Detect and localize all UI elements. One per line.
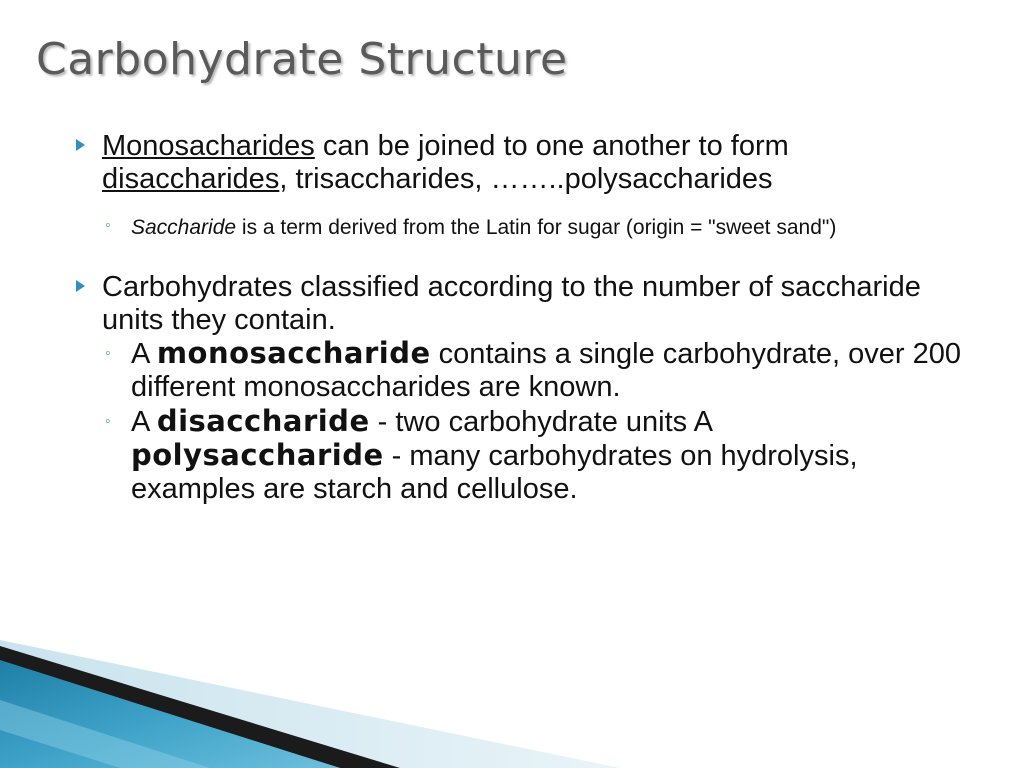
term-disaccharides: disaccharides (102, 163, 280, 195)
bullet1-text-a: can be joined to one another to form (314, 130, 789, 162)
term-monosaccharide: monosaccharide (156, 336, 431, 370)
sub-bullet-monosaccharide (70, 337, 970, 404)
circle-bullet-icon: ◦ (105, 345, 111, 362)
arrow-bullet-icon (76, 280, 85, 292)
term-polysaccharide: polysaccharide (131, 438, 384, 472)
sub2-pre: A (131, 338, 157, 370)
slide-title: Carbohydrate Structure (36, 34, 568, 85)
arrow-bullet-icon (76, 139, 85, 151)
term-disaccharide: disaccharide (156, 404, 370, 438)
bullet2-text: Carbohydrates classified according to the number of saccharide units they contain. (102, 271, 921, 336)
bullet1-text-b: , trisaccharides, ……..polysaccharides (279, 163, 773, 195)
sub3-text-b: - many carbohydrates on hydrolysis, examples are starch and cellulose. (131, 440, 858, 505)
term-monosacharides: Monosacharides (102, 130, 315, 162)
sub3-text-a: - two carbohydrate units A (369, 406, 712, 438)
circle-bullet-icon: ◦ (105, 413, 111, 430)
sub-bullet-saccharide (70, 215, 970, 240)
bullet-classification (70, 271, 970, 337)
sub3-pre: A (131, 406, 157, 438)
bullet-monosacharides (70, 130, 970, 196)
circle-bullet-icon: ◦ (105, 217, 111, 234)
sub-bullet-disaccharide (70, 405, 970, 506)
sub1-text: is a term derived from the Latin for sugar (origin = "sweet sand") (236, 216, 837, 239)
sub2-text: contains a single carbohydrate, over 200 different monosaccharides are known. (131, 338, 962, 403)
slide-content (70, 130, 970, 506)
term-saccharide: Saccharide (131, 216, 237, 239)
